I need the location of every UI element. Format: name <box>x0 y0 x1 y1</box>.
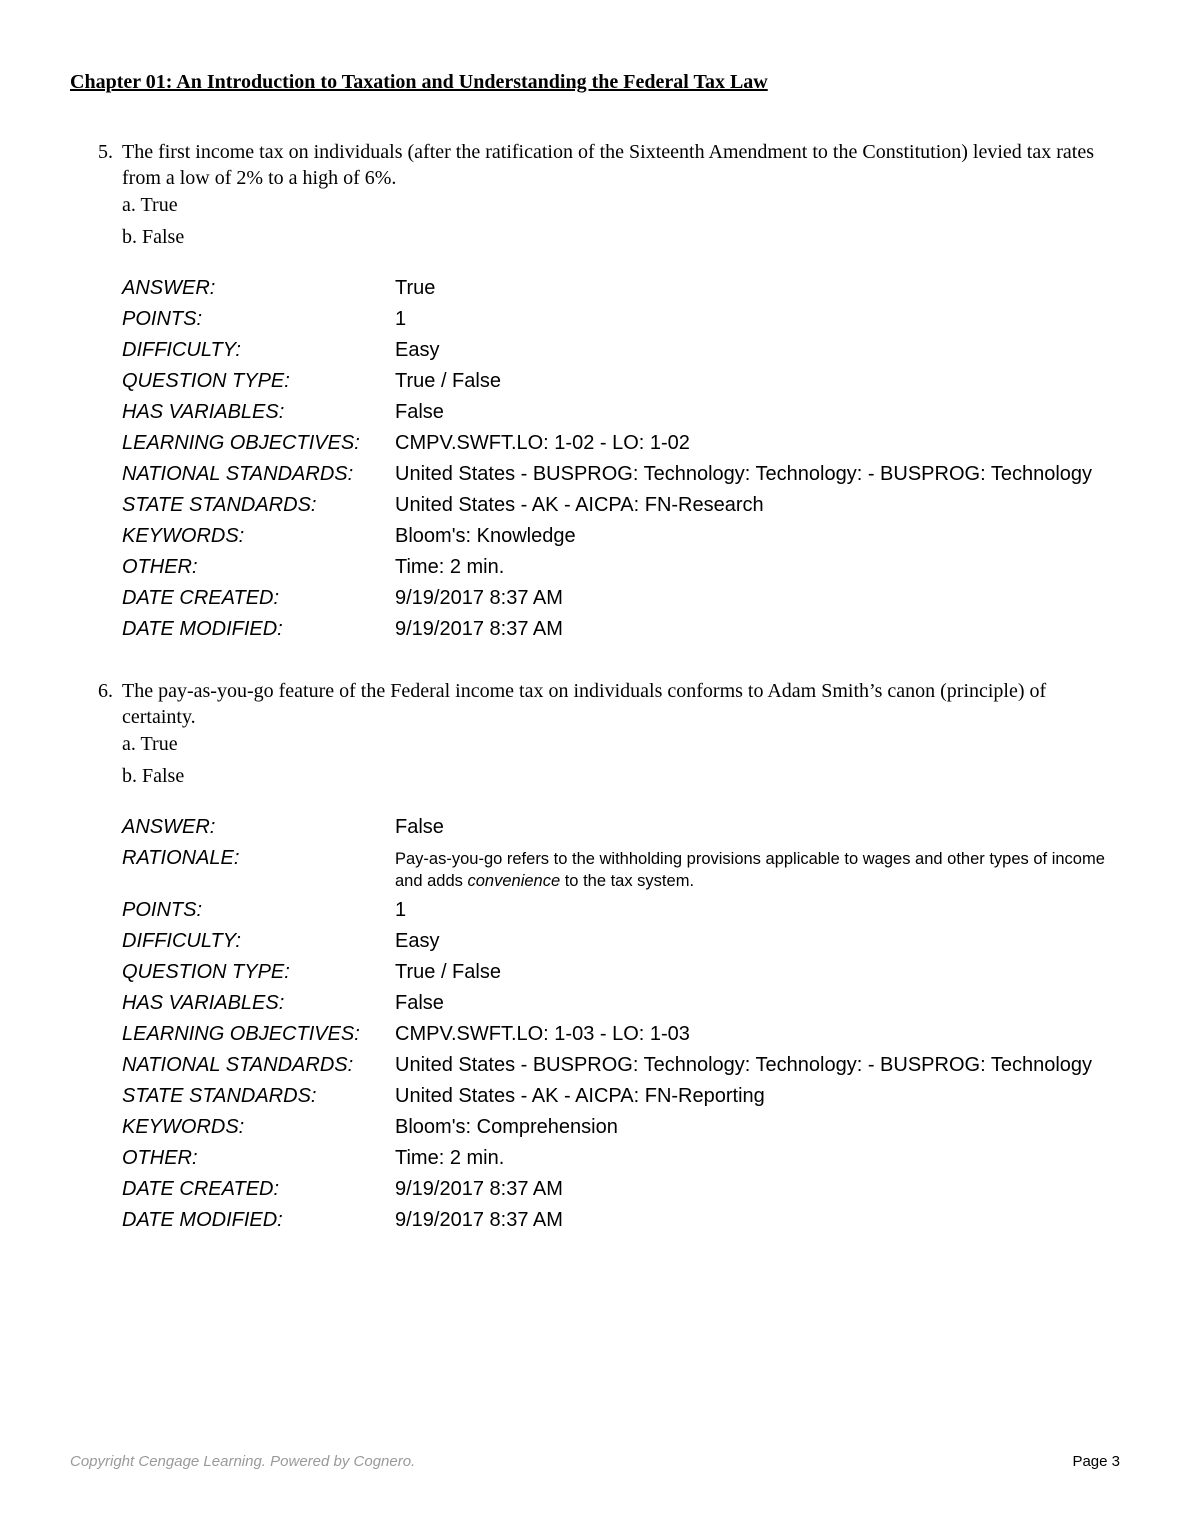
meta-value: Time: 2 min. <box>395 556 505 578</box>
question-number: 6. <box>98 680 113 702</box>
meta-label: RATIONALE: <box>122 847 240 869</box>
meta-label: LEARNING OBJECTIVES: <box>122 1023 360 1045</box>
choice-b: b. False <box>122 226 185 248</box>
chapter-title: Chapter 01: An Introduction to Taxation and Understanding the Federal Tax Law <box>70 71 768 93</box>
question-text <box>98 139 1108 191</box>
meta-learning-objectives <box>122 1019 1108 1050</box>
meta-keywords <box>122 1112 1108 1143</box>
meta-label: ANSWER: <box>122 816 216 838</box>
meta-value: Bloom's: Comprehension <box>395 1116 618 1138</box>
meta-value: United States - AK - AICPA: FN-Reporting <box>395 1085 765 1107</box>
meta-has-variables <box>122 988 1108 1019</box>
meta-value: Bloom's: Knowledge <box>395 525 576 547</box>
meta-value: True / False <box>395 961 501 983</box>
meta-question-type <box>122 366 1108 397</box>
meta-value: False <box>395 816 444 838</box>
meta-label: OTHER: <box>122 556 198 578</box>
meta-label: HAS VARIABLES: <box>122 401 285 423</box>
meta-value: Easy <box>395 930 440 952</box>
meta-value: United States - AK - AICPA: FN-Research <box>395 494 764 516</box>
meta-points <box>122 304 1108 335</box>
meta-value: Time: 2 min. <box>395 1147 505 1169</box>
meta-date-created <box>122 583 1108 614</box>
meta-label: POINTS: <box>122 899 203 921</box>
meta-value: 9/19/2017 8:37 AM <box>395 1178 563 1200</box>
meta-has-variables <box>122 397 1108 428</box>
meta-national-standards <box>122 1050 1108 1081</box>
meta-state-standards <box>122 490 1108 521</box>
choice-b: b. False <box>122 765 185 787</box>
meta-label: DIFFICULTY: <box>122 930 241 952</box>
meta-label: DIFFICULTY: <box>122 339 241 361</box>
question-metadata <box>122 273 1108 645</box>
meta-date-created <box>122 1174 1108 1205</box>
footer-copyright: Copyright Cengage Learning. Powered by Cognero. <box>70 1453 416 1470</box>
meta-label: STATE STANDARDS: <box>122 494 317 516</box>
meta-value: CMPV.SWFT.LO: 1-02 - LO: 1-02 <box>395 432 690 454</box>
meta-label: KEYWORDS: <box>122 525 245 547</box>
meta-value: 1 <box>395 308 407 330</box>
question-stem: The first income tax on individuals (after the ratification of the Sixteenth Amendment to the Constitution) levied tax rates from a low of 2% to a high of 6%. <box>122 141 1094 189</box>
meta-state-standards <box>122 1081 1108 1112</box>
meta-value: True / False <box>395 370 501 392</box>
rationale-text <box>395 843 1108 895</box>
meta-label: LEARNING OBJECTIVES: <box>122 432 360 454</box>
meta-value: Easy <box>395 339 440 361</box>
meta-date-modified <box>122 1205 1108 1236</box>
meta-value: 9/19/2017 8:37 AM <box>395 587 563 609</box>
meta-learning-objectives <box>122 428 1108 459</box>
meta-value: United States - BUSPROG: Technology: Technology: - BUSPROG: Technology <box>395 1054 1093 1076</box>
meta-label: NATIONAL STANDARDS: <box>122 463 354 485</box>
meta-value: False <box>395 401 444 423</box>
meta-value: True <box>395 277 436 299</box>
meta-difficulty <box>122 926 1108 957</box>
meta-national-standards <box>122 459 1108 490</box>
meta-label: QUESTION TYPE: <box>122 370 290 392</box>
meta-value: 9/19/2017 8:37 AM <box>395 618 563 640</box>
meta-question-type <box>122 957 1108 988</box>
rationale-emphasis: convenience <box>467 872 561 890</box>
meta-difficulty <box>122 335 1108 366</box>
question-6 <box>98 678 1108 1236</box>
rationale-part-1: Pay-as-you-go refers to the withholding provisions applicable to wages and other types of income and adds <box>395 850 1105 890</box>
meta-points <box>122 895 1108 926</box>
meta-label: NATIONAL STANDARDS: <box>122 1054 354 1076</box>
meta-keywords <box>122 521 1108 552</box>
answer-choices <box>122 730 1108 794</box>
meta-other <box>122 1143 1108 1174</box>
meta-label: QUESTION TYPE: <box>122 961 290 983</box>
question-text <box>98 678 1108 730</box>
question-stem: The pay-as-you-go feature of the Federal income tax on individuals conforms to Adam Smith’s canon (principle) of certainty. <box>122 680 1047 728</box>
meta-value: False <box>395 992 444 1014</box>
choice-a: a. True <box>122 733 178 755</box>
meta-other <box>122 552 1108 583</box>
rationale-part-2: to the tax system. <box>560 872 695 890</box>
meta-label: OTHER: <box>122 1147 198 1169</box>
meta-date-modified <box>122 614 1108 645</box>
meta-answer <box>122 273 1108 304</box>
meta-answer <box>122 812 1108 843</box>
meta-label: DATE CREATED: <box>122 587 280 609</box>
answer-choices <box>122 191 1108 255</box>
meta-label: KEYWORDS: <box>122 1116 245 1138</box>
meta-label: DATE MODIFIED: <box>122 618 283 640</box>
question-number: 5. <box>98 141 113 163</box>
meta-value: 1 <box>395 899 407 921</box>
meta-label: HAS VARIABLES: <box>122 992 285 1014</box>
choice-a: a. True <box>122 194 178 216</box>
meta-value: United States - BUSPROG: Technology: Technology: - BUSPROG: Technology <box>395 463 1093 485</box>
page-number: Page 3 <box>1072 1453 1120 1470</box>
meta-label: DATE CREATED: <box>122 1178 280 1200</box>
meta-value: CMPV.SWFT.LO: 1-03 - LO: 1-03 <box>395 1023 690 1045</box>
meta-value: 9/19/2017 8:37 AM <box>395 1209 563 1231</box>
meta-label: POINTS: <box>122 308 203 330</box>
meta-label: DATE MODIFIED: <box>122 1209 283 1231</box>
meta-label: STATE STANDARDS: <box>122 1085 317 1107</box>
question-5 <box>98 139 1108 645</box>
meta-label: ANSWER: <box>122 277 216 299</box>
meta-rationale <box>122 843 1108 895</box>
question-metadata <box>122 812 1108 1236</box>
